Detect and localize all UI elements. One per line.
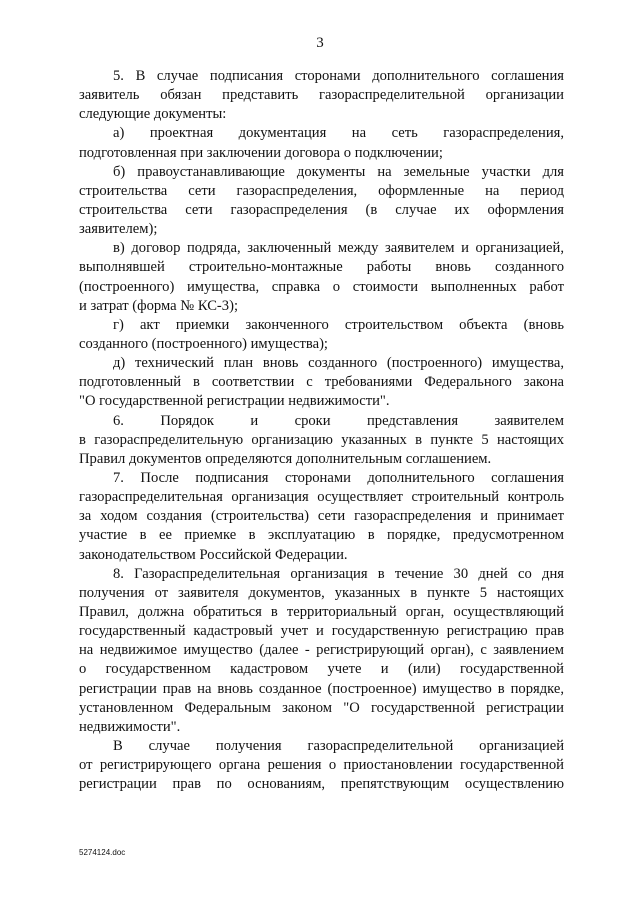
text-line: строительства сети газораспределения (в случае их оформления xyxy=(79,201,564,218)
text-line: д) технический план вновь созданного (построенного) имущества, xyxy=(113,355,564,372)
text-line: от регистрирующего органа решения о приостановлении государственной xyxy=(79,757,564,774)
text-line: 8. Газораспределительная организация в течение 30 дней со дня xyxy=(113,565,564,582)
text-line: 5. В случае подписания сторонами дополнительного соглашения xyxy=(113,68,564,84)
text-line: на недвижимое имущество (далее - регистрирующий орган), с заявлением xyxy=(79,642,564,659)
text-line: о государственном кадастровом учете и (или) государственной xyxy=(79,661,564,678)
document-body xyxy=(79,67,564,794)
text-line: строительства сети газораспределения, оформленные на период xyxy=(79,182,564,199)
text-line: недвижимости". xyxy=(79,718,181,735)
text-line: (построенного) имущества, справка о стоимости выполненных работ xyxy=(79,278,564,295)
text-line: подготовленный в соответствии с требованиями Федерального закона xyxy=(79,374,564,391)
text-line: а) проектная документация на сеть газораспределения, xyxy=(113,125,564,142)
text-line: в) договор подряда, заключенный между заявителем и организацией, xyxy=(113,240,564,257)
text-line: выполнявшей строительно-монтажные работы вновь созданного xyxy=(79,259,564,276)
page-number: 3 xyxy=(316,35,324,51)
text-line: В случае получения газораспределительной организацией xyxy=(113,737,564,754)
text-line: газораспределительная организация осуществляет строительный контроль xyxy=(79,489,564,506)
text-line: в газораспределительную организацию указанных в пункте 5 настоящих xyxy=(79,431,564,448)
text-line: Правил, должна обратиться в территориальный орган, осуществляющий xyxy=(79,603,564,620)
text-line: заявителем); xyxy=(79,221,158,238)
text-line: регистрации прав на вновь созданное (построенное) имущество в порядке, xyxy=(79,680,564,697)
text-line: государственный кадастровый учет и государственную регистрацию прав xyxy=(79,623,564,640)
text-line: г) акт приемки законченного строительством объекта (вновь xyxy=(113,316,564,333)
text-line: законодательством Российской Федерации. xyxy=(79,546,348,563)
text-line: за ходом создания (строительства) сети газораспределения и принимает xyxy=(79,508,564,525)
text-line: 7. После подписания сторонами дополнительного соглашения xyxy=(113,469,564,486)
text-line: Правил документов определяются дополнительным соглашением. xyxy=(79,450,492,467)
text-line: и затрат (форма № КС-3); xyxy=(79,297,238,314)
text-line: созданного (построенного) имущества); xyxy=(79,335,328,352)
text-line: получения от заявителя документов, указанных в пункте 5 настоящих xyxy=(79,584,564,601)
text-line: подготовленная при заключении договора о подключении; xyxy=(79,144,443,161)
text-line: установленном Федеральным законом "О государственной регистрации xyxy=(79,699,564,716)
text-line: "О государственной регистрации недвижимости". xyxy=(79,393,390,410)
text-line: заявитель обязан представить газораспределительной организации xyxy=(79,87,564,104)
text-line: 6. Порядок и сроки представления заявителем xyxy=(113,412,564,429)
text-line: следующие документы: xyxy=(79,106,227,123)
footer-filename: 5274124.doc xyxy=(79,848,126,857)
text-line: участие в ее приемке в эксплуатацию в порядке, предусмотренном xyxy=(79,527,564,544)
text-line: б) правоустанавливающие документы на земельные участки для xyxy=(113,163,564,180)
text-line: регистрации прав по основаниям, препятствующим осуществлению xyxy=(79,776,564,793)
